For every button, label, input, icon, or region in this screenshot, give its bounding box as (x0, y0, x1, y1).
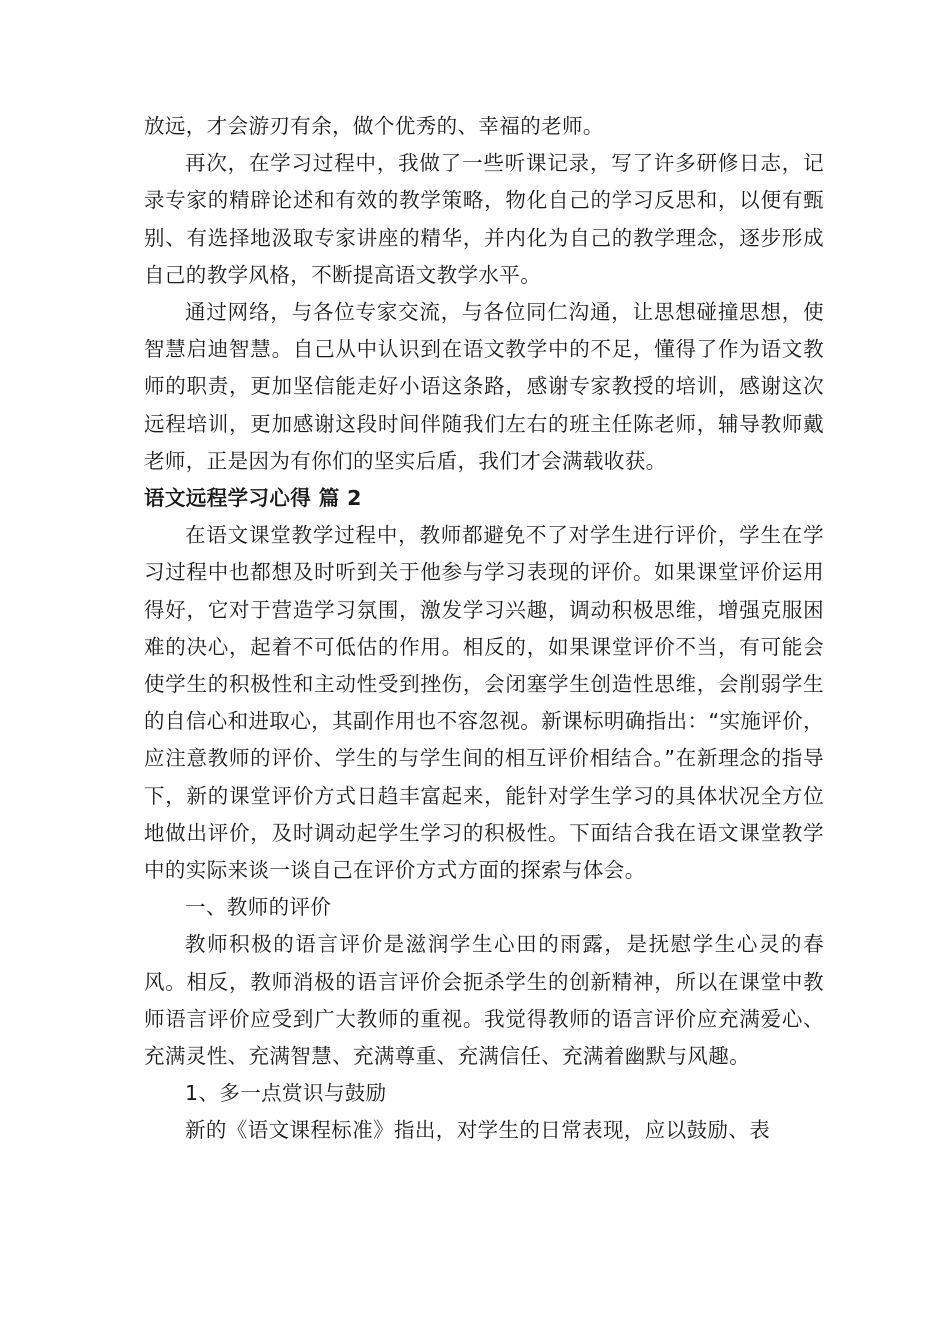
paragraph-classroom-evaluation: 在语文课堂教学过程中，教师都避免不了对学生进行评价，学生在学习过程中也都想及时听到关于他参与学习表现的评价。如果课堂评价运用得好，它对于营造学习氛围，激发学习兴趣，调动积极思维，增强克服困难的决心，起着不可低估的作用。相反的，如果课堂评价不当，有可能会使学生的积极性和主动性受到挫伤，会闭塞学生创造性思维，会削弱学生的自信心和进取心，其副作用也不容忽视。新课标明确指出：“实施评价，应注意教师的评价、学生的与学生间的相互评价相结合。”在新理念的指导下，新的课堂评价方式日趋丰富起来，能针对学生学习的具体状况全方位地做出评价，及时调动起学生学习的积极性。下面结合我在语文课堂教学中的实际来谈一谈自己在评价方式方面的探索与体会。 (144, 523, 824, 883)
subheading-teacher-evaluation: 一、教师的评价 (185, 895, 332, 920)
paragraph-curriculum-standard: 新的《语文课程标准》指出，对学生的日常表现，应以鼓励、表 (185, 1118, 771, 1143)
document-body (144, 108, 824, 1150)
paragraph-continuation: 放远，才会游刃有余，做个优秀的、幸福的老师。 (144, 114, 604, 138)
section-heading: 语文远程学习心得 篇 2 (144, 486, 362, 511)
subheading-appreciation: 1、多一点赏识与鼓励 (185, 1081, 387, 1106)
paragraph-study-notes: 再次，在学习过程中，我做了一些听课记录，写了许多研修日志，记录专家的精辟论述和有效的教学策略，物化自己的学习反思和，以便有甄别、有选择地汲取专家讲座的精华，并内化为自己的教学理念，逐步形成自己的教学风格，不断提高语文教学水平。 (144, 151, 824, 287)
paragraph-language-evaluation: 教师积极的语言评价是滋润学生心田的雨露，是抚慰学生心灵的春风。相反，教师消极的语言评价会扼杀学生的创新精神，所以在课堂中教师语言评价应受到广大教师的重视。我觉得教师的语言评价应充满爱心、充满灵性、充满智慧、充满尊重、充满信任、充满着幽默与风趣。 (144, 932, 824, 1069)
paragraph-network-exchange: 通过网络，与各位专家交流，与各位同仁沟通，让思想碰撞思想，使智慧启迪智慧。自己从中认识到在语文教学中的不足，懂得了作为语文教师的职责，更加坚信能走好小语这条路，感谢专家教授的培训，感谢这次远程培训，更加感谢这段时间伴随我们左右的班主任陈老师，辅导教师戴老师，正是因为有你们的坚实后盾，我们才会满载收获。 (144, 300, 824, 473)
